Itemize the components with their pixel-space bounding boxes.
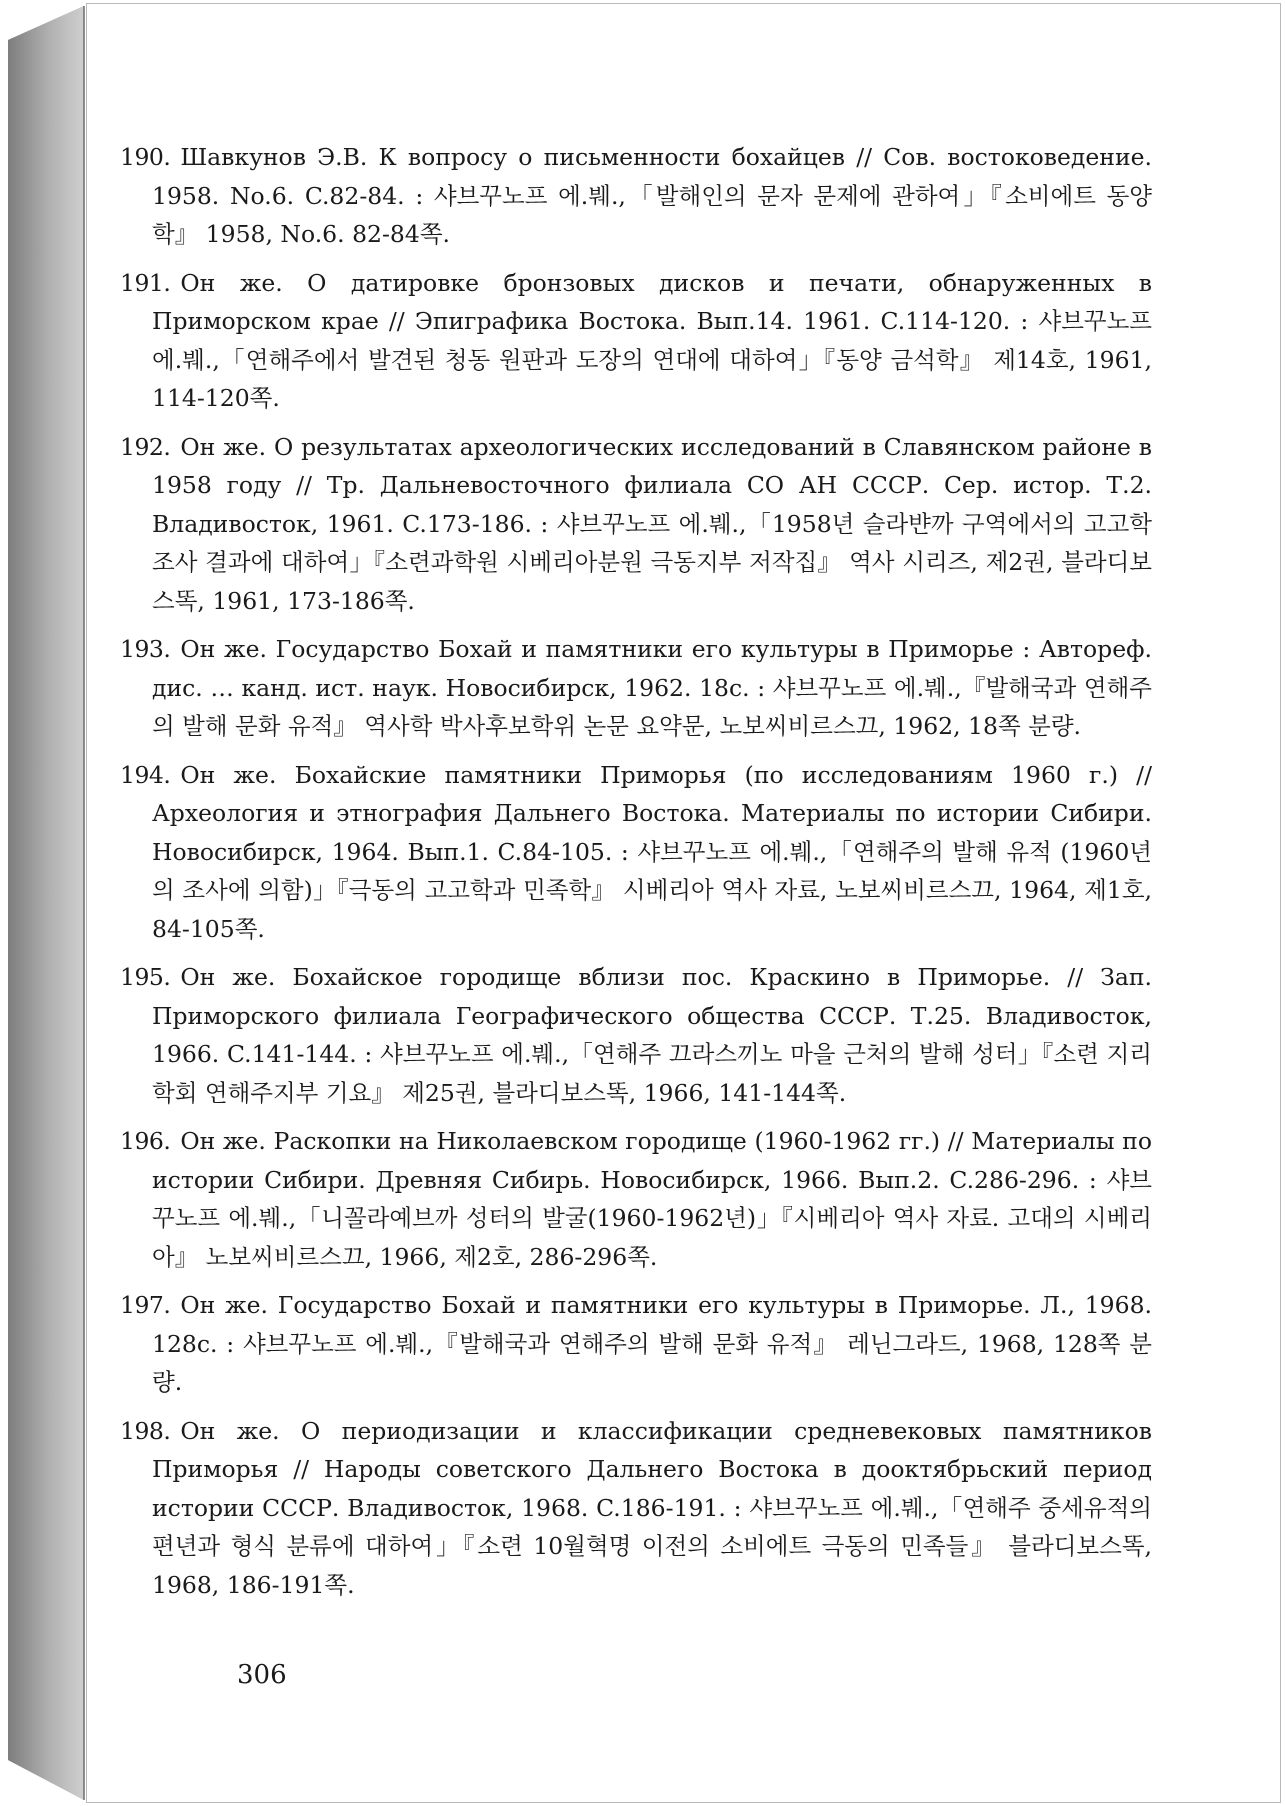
entry-text: Он же. Государство Бохай и памятники его культуры в Приморье. Л., 1968. 128с. : 샤브꾸노프 에.붸.,『발해국과 연해주의 발해 문화 유적』 레닌그라드, 1968, 128쪽 분량. [152,1291,1152,1396]
bibliography-entry [122,1122,1152,1276]
entry-number: 193. [120,635,171,663]
entry-number: 190. [120,143,171,171]
entry-text: Он же. Бохайское городище вблизи пос. Краскино в Приморье. // Зап. Приморского филиала Географического общества СССР. Т.25. Владивосток, 1966. C.141-144. : 샤브꾸노프 에.붸.,「연해주 끄라스끼노 마을 근처의 발해 성터」『소련 지리학회 연해주지부 기요』 제25권, 블라디보스똑, 1966, 141-144쪽. [152,963,1152,1107]
entry-number: 195. [120,963,171,991]
bibliography-entry [122,1412,1152,1605]
bibliography-entry [122,958,1152,1112]
entry-text: Он же. Государство Бохай и памятники его культуры в Приморье : Автореф. дис. … канд. ист. наук. Новосибирск, 1962. 18с. : 샤브꾸노프 에.붸.,『발해국과 연해주의 발해 문화 유적』 역사학 박사후보학위 논문 요약문, 노보씨비르스끄, 1962, 18쪽 분량. [152,635,1152,740]
entry-number: 194. [120,760,171,789]
entry-text: Он же. Раскопки на Николаевском городище (1960-1962 гг.) // Материалы по истории Сибири. Древняя Сибирь. Новосибирск, 1966. Вып.2. C.286-296. : 샤브꾸노프 에.붸.,「니꼴라예브까 성터의 발굴(1960-1962년)」『시베리아 역사 자료. 고대의 시베리아』 노보씨비르스끄, 1966, 제2호, 286-296쪽. [152,1127,1152,1271]
bibliography-entry [122,428,1152,621]
bibliography-entry [122,630,1152,746]
page-number: 306 [237,1660,287,1690]
entry-number: 192. [120,432,171,461]
entry-number: 198. [120,1416,171,1445]
entry-number: 191. [120,268,171,297]
bibliography-entry [122,138,1152,254]
bibliography-entry [122,756,1152,949]
entry-number: 197. [120,1291,171,1319]
entry-number: 196. [120,1127,171,1155]
entry-text: Он же. Бохайские памятники Приморья (по исследованиям 1960 г.) // Археология и этнография Дальнего Востока. Материалы по истории Сибири. Новосибирск, 1964. Вып.1. C.84-105. : 샤브꾸노프 에.붸.,「연해주의 발해 유적 (1960년의 조사에 의함)」『극동의 고고학과 민족학』 시베리아 역사 자료, 노보씨비르스끄, 1964, 제1호, 84-105쪽. [152,760,1152,943]
bibliography-entry [122,264,1152,418]
entry-text: Шавкунов Э.В. К вопросу о письменности бохайцев // Сов. востоковедение. 1958. No.6. C.82-84. : 샤브꾸노프 에.붸.,「발해인의 문자 문제에 관하여」『소비에트 동양학』 1958, No.6. 82-84쪽. [152,143,1152,248]
bibliography-list [122,138,1152,1614]
entry-text: Он же. О результатах археологических исследований в Славянском районе в 1958 году // Тр. Дальневосточного филиала СО АН СССР. Сер. истор. Т.2. Владивосток, 1961. C.173-186. : 샤브꾸노프 에.붸.,「1958년 슬라뱐까 구역에서의 고고학 조사 결과에 대하여」『소련과학원 시베리아분원 극동지부 저작집』 역사 시리즈, 제2권, 블라디보스똑, 1961, 173-186쪽. [152,432,1152,615]
entry-text: Он же. О периодизации и классификации средневековых памятников Приморья // Народы советского Дальнего Востока в дооктябрьский период истории СССР. Владивосток, 1968. C.186-191. : 샤브꾸노프 에.붸.,「연해주 중세유적의 편년과 형식 분류에 대하여」『소련 10월혁명 이전의 소비에트 극동의 민족들』 블라디보스똑, 1968, 186-191쪽. [152,1416,1152,1599]
bibliography-entry [122,1286,1152,1402]
entry-text: Он же. О датировке бронзовых дисков и печати, обнаруженных в Приморском крае // Эпиграфика Востока. Вып.14. 1961. C.114-120. : 샤브꾸노프 에.붸.,「연해주에서 발견된 청동 원판과 도장의 연대에 대하여」『동양 금석학』 제14호, 1961, 114-120쪽. [152,268,1152,412]
